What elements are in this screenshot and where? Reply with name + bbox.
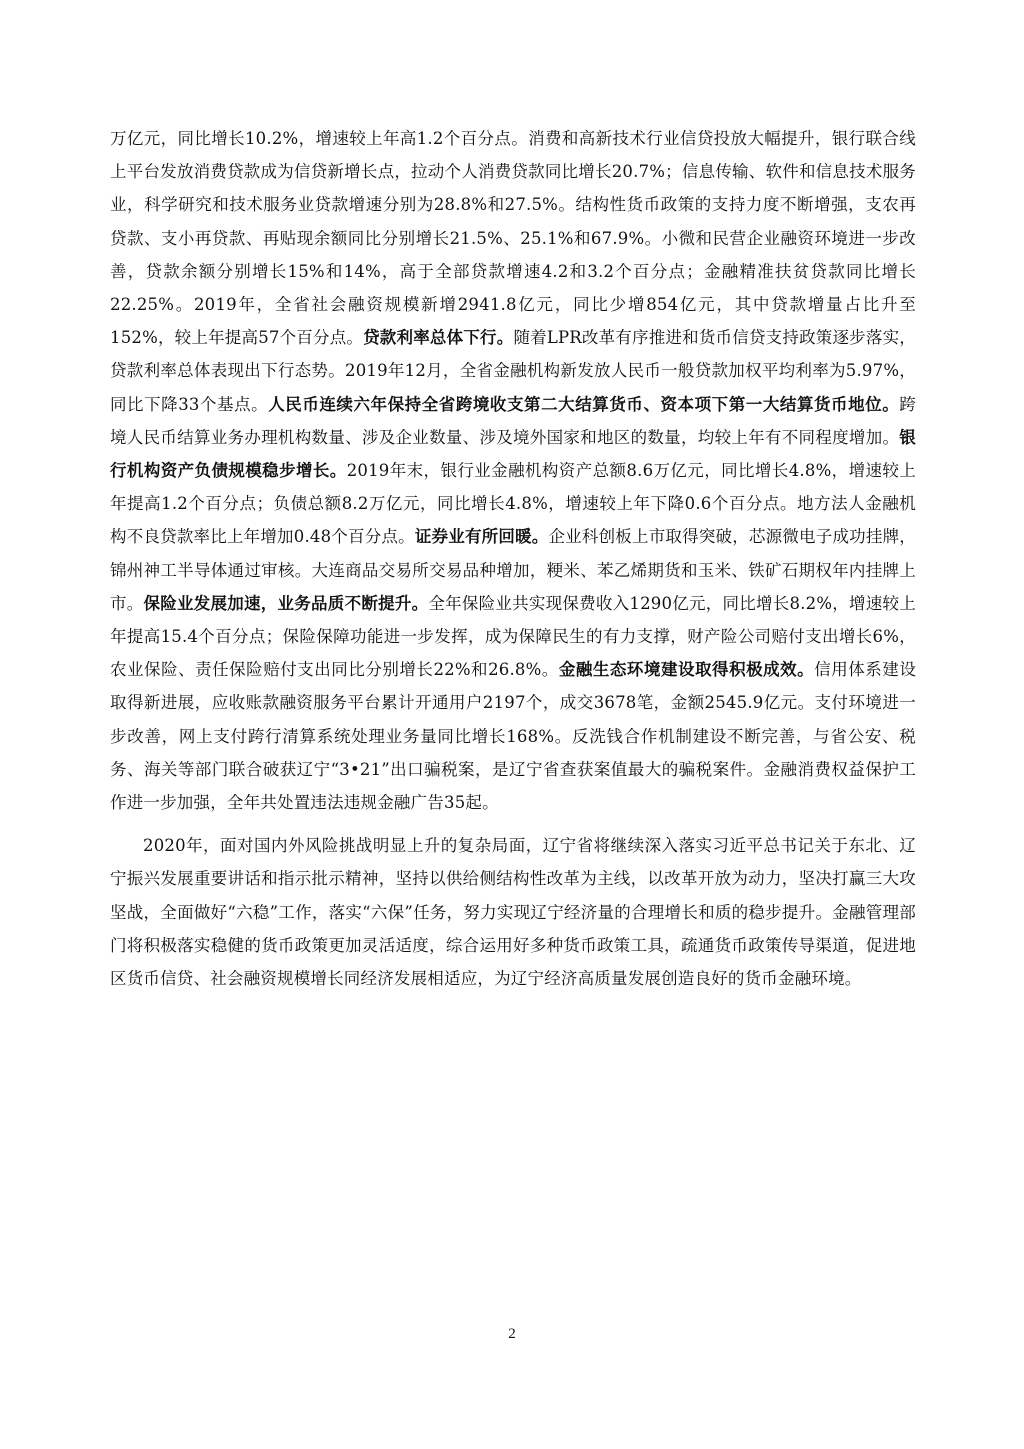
text-segment: 2019年末，银行业金融机构资产总额8.6万亿元，同比增长4.8%，增速较上年提高1.2个百分点；负债总额8.2万亿元，同比增长4.8%，增速较上年下降0.6个百分点。地方法人金融机构不良贷款率比上年增加0.48个百分点。: [110, 461, 916, 547]
text-segment: 企业科创板上市取得突破，芯源微电子成功挂牌，锦州神工半导体通过审核。大连商品交易所交易品种增加，粳米、苯乙烯期货和玉米、铁矿石期权年内挂牌上市。: [110, 527, 916, 613]
text-segment: 万亿元，同比增长10.2%，增速较上年高1.2个百分点。消费和高新技术行业信贷投放大幅提升，银行联合线上平台发放消费贷款成为信贷新增长点，拉动个人消费贷款同比增长20.7%；信息传输、软件和信息技术服务业，科学研究和技术服务业贷款增速分别为28.8%和27.5%。结构性货币政策的支持力度不断增强，支农再贷款、支小再贷款、再贴现余额同比分别增长21.5%、25.1%和67.9%。小微和民营企业融资环境进一步改善，贷款余额分别增长15%和14%，高于全部贷款增速4.2和3.2个百分点；金融精准扶贫贷款同比增长22.25%。2019年，全省社会融资规模新增2941.8亿元，同比少增854亿元，其中贷款增量占比升至152%，较上年提高57个百分点。: [110, 129, 916, 348]
bold-heading-securities: 证券业有所回暖。: [414, 527, 549, 547]
bold-heading-insurance: 保险业发展加速，业务品质不断提升。: [143, 593, 429, 613]
bold-heading-rmb-settlement: 人民币连续六年保持全省跨境收支第二大结算货币、资本项下第一大结算货币地位。: [268, 394, 900, 414]
bold-heading-bank-assets: 银行机构资产负债规模稳步增长。: [110, 427, 916, 481]
text-segment: 跨境人民币结算业务办理机构数量、涉及企业数量、涉及境外国家和地区的数量，均较上年有不同程度增加。: [110, 394, 916, 447]
text-segment: 随着LPR改革有序推进和货币信贷支持政策逐步落实，贷款利率总体表现出下行态势。2019年12月，全省金融机构新发放人民币一般贷款加权平均利率为5.97%，同比下降33个基点。: [110, 328, 916, 414]
text-segment: 全年保险业共实现保费收入1290亿元，同比增长8.2%，增速较上年提高15.4个百分点；保险保障功能进一步发挥，成为保障民生的有力支撑，财产险公司赔付支出增长6%，农业保险、责任保险赔付支出同比分别增长22%和26.8%。: [110, 593, 917, 680]
paragraph-outlook-2020: 2020年，面对国内外风险挑战明显上升的复杂局面，辽宁省将继续深入落实习近平总书记关于东北、辽宁振兴发展重要讲话和指示批示精神，坚持以供给侧结构性改革为主线，以改革开放为动力，坚决打赢三大攻坚战，全面做好“六稳”工作，落实“六保”任务，努力实现辽宁经济量的合理增长和质的稳步提升。金融管理部门将积极落实稳健的货币政策更加灵活适度，综合运用好多种货币政策工具，疏通货币政策传导渠道，促进地区货币信贷、社会融资规模增长同经济发展相适应，为辽宁经济高质量发展创造良好的货币金融环境。: [110, 836, 916, 989]
body-text: [110, 122, 916, 995]
paragraph-financial-review: [110, 122, 916, 819]
page-number: 2: [508, 1326, 516, 1342]
text-segment: 信用体系建设取得新进展，应收账款融资服务平台累计开通用户2197个，成交3678笔，金额2545.9亿元。支付环境进一步改善，网上支付跨行清算系统处理业务量同比增长168%。反洗钱合作机制建设不断完善，与省公安、税务、海关等部门联合破获辽宁“3•21”出口骗税案，是辽宁省查获案值最大的骗税案件。金融消费权益保护工作进一步加强，全年共处置违法违规金融广告35起。: [110, 660, 917, 813]
bold-heading-loan-rates: 贷款利率总体下行。: [363, 328, 514, 348]
bold-heading-financial-ecology: 金融生态环境建设取得积极成效。: [558, 660, 815, 680]
